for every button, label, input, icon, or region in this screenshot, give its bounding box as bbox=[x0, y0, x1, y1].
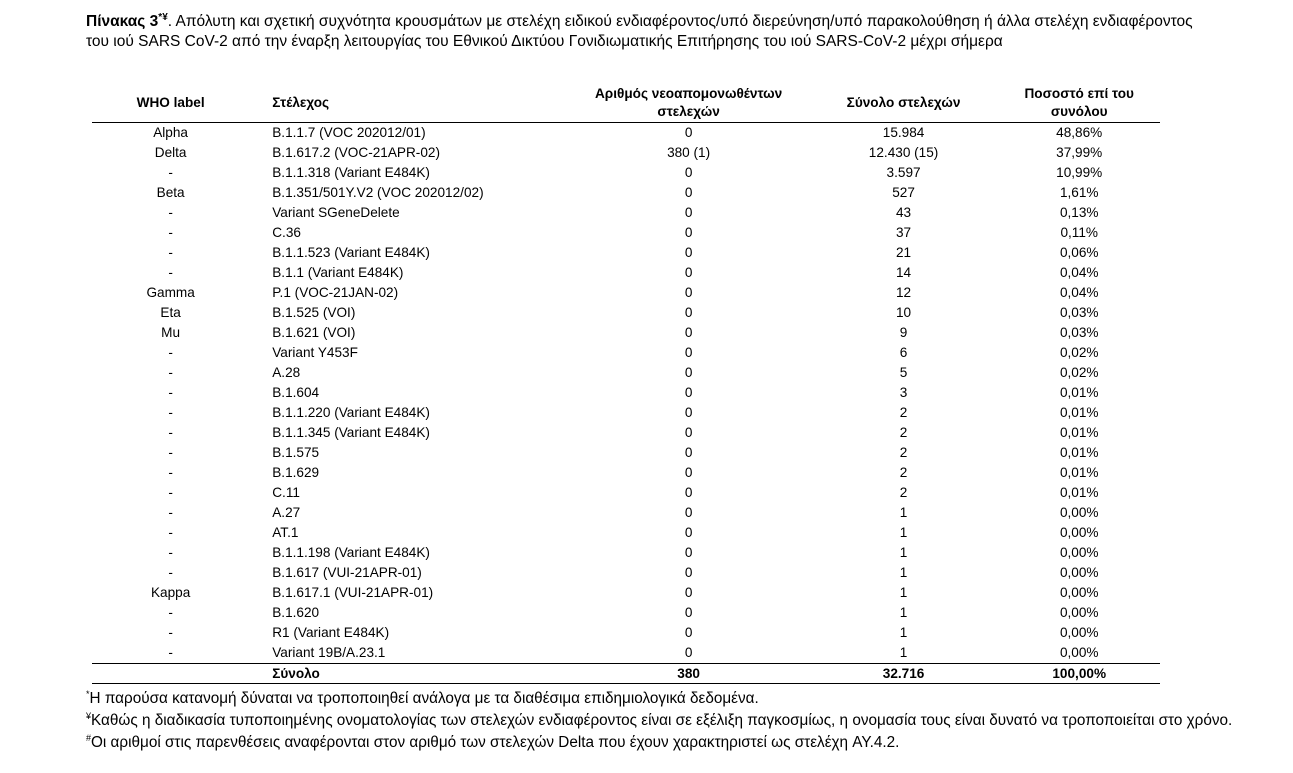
table-row bbox=[92, 203, 1160, 223]
cell-new-isolates: 0 bbox=[684, 465, 693, 480]
cell-who-label: - bbox=[168, 445, 173, 460]
cell-percentage: 0,01% bbox=[1059, 465, 1099, 480]
cell-percentage: 0,11% bbox=[1060, 225, 1098, 240]
cell-percentage: 0,00% bbox=[1059, 545, 1099, 560]
table-row bbox=[92, 543, 1160, 563]
table-row bbox=[92, 143, 1160, 163]
table-row bbox=[92, 243, 1160, 263]
cell-percentage: 0,01% bbox=[1059, 445, 1099, 460]
table-header-row bbox=[92, 84, 1160, 123]
cell-percentage: 0,03% bbox=[1059, 325, 1099, 340]
cell-strain: B.1.575 bbox=[272, 445, 320, 460]
cell-percentage: 0,13% bbox=[1059, 205, 1099, 220]
cell-new-isolates: 0 bbox=[684, 345, 693, 360]
cell-who-label: - bbox=[168, 545, 173, 560]
footnote bbox=[86, 732, 1236, 754]
total-label: Σύνολο bbox=[249, 664, 568, 684]
table-row bbox=[92, 423, 1160, 443]
cell-total-strains: 3 bbox=[899, 385, 908, 400]
cell-who-label: - bbox=[168, 365, 173, 380]
cell-strain: B.1.629 bbox=[272, 465, 320, 480]
cell-total-strains: 1 bbox=[899, 605, 908, 620]
cell-total-strains: 1 bbox=[899, 525, 908, 540]
variants-table bbox=[92, 84, 1160, 684]
cell-percentage: 0,00% bbox=[1059, 645, 1099, 660]
cell-new-isolates: 0 bbox=[684, 585, 693, 600]
cell-new-isolates: 0 bbox=[684, 265, 693, 280]
total-who bbox=[92, 664, 249, 684]
cell-total-strains: 527 bbox=[892, 185, 915, 200]
cell-total-strains: 2 bbox=[899, 425, 908, 440]
cell-who-label: - bbox=[168, 605, 173, 620]
cell-total-strains: 10 bbox=[896, 305, 912, 320]
header-total-strains: Σύνολο στελεχών bbox=[809, 84, 999, 123]
footnote-text: Καθώς η διαδικασία τυποποιημένης ονοματολογίας των στελεχών ενδιαφέροντος είναι σε εξέλιξη παγκοσμίως, η ονομασία τους είναι δυνατό να τροποποιείται στο χρόνο. bbox=[91, 712, 1233, 729]
cell-new-isolates: 0 bbox=[684, 205, 693, 220]
table-row bbox=[92, 383, 1160, 403]
cell-strain: B.1.617 (VUI-21APR-01) bbox=[272, 565, 422, 580]
cell-who-label: - bbox=[168, 645, 173, 660]
cell-new-isolates: 0 bbox=[684, 625, 693, 640]
table-row bbox=[92, 623, 1160, 643]
cell-strain: B.1.1.220 (Variant E484K) bbox=[272, 405, 430, 420]
cell-total-strains: 1 bbox=[899, 645, 908, 660]
cell-percentage: 0,01% bbox=[1059, 485, 1099, 500]
cell-strain: AT.1 bbox=[272, 525, 299, 540]
cell-new-isolates: 0 bbox=[684, 485, 693, 500]
cell-who-label: - bbox=[168, 165, 173, 180]
cell-new-isolates: 0 bbox=[684, 285, 693, 300]
cell-total-strains: 21 bbox=[896, 245, 912, 260]
cell-total-strains: 3.597 bbox=[886, 165, 921, 180]
table-row bbox=[92, 463, 1160, 483]
cell-new-isolates: 0 bbox=[684, 545, 693, 560]
cell-total-strains: 1 bbox=[899, 625, 908, 640]
cell-percentage: 0,04% bbox=[1059, 285, 1099, 300]
cell-who-label: Eta bbox=[160, 305, 181, 320]
table-row bbox=[92, 443, 1160, 463]
table-row bbox=[92, 503, 1160, 523]
table-row bbox=[92, 583, 1160, 603]
cell-total-strains: 5 bbox=[899, 365, 908, 380]
cell-total-strains: 14 bbox=[896, 265, 912, 280]
table-row bbox=[92, 303, 1160, 323]
cell-strain: Variant Y453F bbox=[272, 345, 358, 360]
cell-percentage: 0,00% bbox=[1059, 525, 1099, 540]
cell-new-isolates: 0 bbox=[684, 565, 693, 580]
table-caption bbox=[86, 12, 1196, 52]
cell-percentage: 10,99% bbox=[1056, 165, 1103, 180]
cell-who-label: - bbox=[168, 525, 173, 540]
cell-percentage: 0,00% bbox=[1059, 505, 1099, 520]
cell-total-strains: 2 bbox=[899, 465, 908, 480]
cell-new-isolates: 380 (1) bbox=[667, 145, 711, 160]
cell-strain: B.1.525 (VOI) bbox=[272, 305, 356, 320]
table-row bbox=[92, 643, 1160, 664]
cell-who-label: Kappa bbox=[150, 585, 191, 600]
cell-total-strains: 1 bbox=[899, 505, 908, 520]
total-row bbox=[92, 664, 1160, 684]
cell-who-label: - bbox=[168, 345, 173, 360]
cell-strain: B.1.617.2 (VOC-21APR-02) bbox=[272, 145, 440, 160]
table-row bbox=[92, 323, 1160, 343]
table-row bbox=[92, 283, 1160, 303]
cell-total-strains: 2 bbox=[899, 405, 908, 420]
cell-new-isolates: 0 bbox=[684, 225, 693, 240]
cell-total-strains: 1 bbox=[899, 585, 908, 600]
cell-who-label: - bbox=[168, 485, 173, 500]
cell-strain: A.27 bbox=[272, 505, 301, 520]
cell-who-label: Mu bbox=[161, 325, 181, 340]
total-total: 32.716 bbox=[809, 664, 999, 684]
cell-who-label: - bbox=[168, 625, 173, 640]
cell-percentage: 0,01% bbox=[1059, 425, 1099, 440]
header-strain: Στέλεχος bbox=[249, 84, 568, 123]
cell-new-isolates: 0 bbox=[684, 325, 693, 340]
cell-percentage: 0,02% bbox=[1059, 365, 1099, 380]
cell-total-strains: 37 bbox=[896, 225, 912, 240]
cell-who-label: - bbox=[168, 505, 173, 520]
cell-new-isolates: 0 bbox=[684, 125, 693, 140]
cell-new-isolates: 0 bbox=[684, 405, 693, 420]
cell-who-label: Alpha bbox=[153, 125, 188, 140]
footnote bbox=[86, 688, 1236, 710]
cell-percentage: 0,06% bbox=[1059, 245, 1099, 260]
cell-percentage: 0,04% bbox=[1059, 265, 1099, 280]
total-pct: 100,00% bbox=[998, 664, 1160, 684]
cell-total-strains: 43 bbox=[896, 205, 912, 220]
cell-new-isolates: 0 bbox=[684, 245, 693, 260]
cell-new-isolates: 0 bbox=[684, 165, 693, 180]
cell-new-isolates: 0 bbox=[684, 445, 693, 460]
cell-strain: B.1.1 (Variant E484K) bbox=[272, 265, 404, 280]
table-row bbox=[92, 183, 1160, 203]
footnote-text: Η παρούσα κατανομή δύναται να τροποποιηθεί ανάλογα με τα διαθέσιμα επιδημιολογικά δεδομένα. bbox=[89, 690, 759, 707]
table-row bbox=[92, 563, 1160, 583]
footnote-text: Οι αριθμοί στις παρενθέσεις αναφέρονται στον αριθμό των στελεχών Delta που έχουν χαρακτηριστεί ως στελέχη AY.4.2. bbox=[91, 734, 900, 751]
cell-who-label: - bbox=[168, 245, 173, 260]
cell-who-label: - bbox=[168, 225, 173, 240]
header-percentage: Ποσοστό επί του συνόλου bbox=[998, 84, 1160, 123]
cell-new-isolates: 0 bbox=[684, 425, 693, 440]
cell-new-isolates: 0 bbox=[684, 365, 693, 380]
cell-strain: B.1.1.345 (Variant E484K) bbox=[272, 425, 430, 440]
cell-strain: B.1.1.523 (Variant E484K) bbox=[272, 245, 430, 260]
table-row bbox=[92, 483, 1160, 503]
footnote-mark: ¥ bbox=[86, 710, 92, 721]
cell-total-strains: 12.430 (15) bbox=[868, 145, 939, 160]
cell-total-strains: 12 bbox=[896, 285, 912, 300]
cell-percentage: 0,00% bbox=[1059, 605, 1099, 620]
cell-new-isolates: 0 bbox=[684, 185, 693, 200]
cell-strain: P.1 (VOC-21JAN-02) bbox=[272, 285, 399, 300]
cell-strain: B.1.604 bbox=[272, 385, 320, 400]
cell-percentage: 0,02% bbox=[1059, 345, 1099, 360]
cell-who-label: - bbox=[168, 385, 173, 400]
cell-who-label: - bbox=[168, 405, 173, 420]
footnote-mark: # bbox=[86, 732, 92, 743]
table-row bbox=[92, 403, 1160, 423]
table-row bbox=[92, 343, 1160, 363]
caption-text: . Απόλυτη και σχετική συχνότητα κρουσμάτων με στελέχη ειδικού ενδιαφέροντος/υπό διερεύνηση/υπό παρακολούθηση ή άλλα στελέχη ενδιαφέροντος του ιού SARS CoV-2 από την έναρξη λειτουργίας του Εθνικού Δικτύου Γονιδιωματικής Επιτήρησης του ιού SARS-CoV-2 μέχρι σήμερα bbox=[86, 13, 1193, 50]
cell-percentage: 1,61% bbox=[1059, 185, 1099, 200]
table-row bbox=[92, 603, 1160, 623]
cell-strain: R1 (Variant E484K) bbox=[272, 625, 390, 640]
cell-new-isolates: 0 bbox=[684, 305, 693, 320]
table-row bbox=[92, 363, 1160, 383]
cell-percentage: 0,01% bbox=[1059, 385, 1099, 400]
cell-percentage: 48,86% bbox=[1056, 125, 1103, 140]
cell-strain: B.1.1.318 (Variant E484K) bbox=[272, 165, 430, 180]
cell-new-isolates: 0 bbox=[684, 645, 693, 660]
cell-total-strains: 9 bbox=[899, 325, 908, 340]
cell-percentage: 0,03% bbox=[1059, 305, 1099, 320]
cell-total-strains: 1 bbox=[899, 565, 908, 580]
cell-strain: C.36 bbox=[272, 225, 301, 240]
cell-strain: B.1.617.1 (VUI-21APR-01) bbox=[272, 585, 434, 600]
cell-who-label: Gamma bbox=[146, 285, 195, 300]
header-new-isolates: Αριθμός νεοαπομονωθέντων στελεχών bbox=[569, 84, 809, 123]
cell-percentage: 0,01% bbox=[1059, 405, 1099, 420]
cell-new-isolates: 0 bbox=[684, 385, 693, 400]
footnote bbox=[86, 710, 1236, 732]
cell-strain: A.28 bbox=[272, 365, 301, 380]
cell-percentage: 37,99% bbox=[1056, 145, 1103, 160]
cell-total-strains: 2 bbox=[899, 445, 908, 460]
cell-strain: C.11 bbox=[272, 485, 300, 500]
cell-strain: Variant SGeneDelete bbox=[272, 205, 400, 220]
cell-total-strains: 2 bbox=[899, 485, 908, 500]
table-body bbox=[92, 123, 1160, 664]
cell-percentage: 0,00% bbox=[1059, 625, 1099, 640]
cell-percentage: 0,00% bbox=[1059, 585, 1099, 600]
cell-strain: B.1.351/501Y.V2 (VOC 202012/02) bbox=[272, 185, 484, 200]
cell-who-label: - bbox=[168, 205, 173, 220]
total-new: 380 bbox=[569, 664, 809, 684]
cell-strain: B.1.621 (VOI) bbox=[272, 325, 356, 340]
cell-total-strains: 1 bbox=[899, 545, 908, 560]
cell-who-label: Delta bbox=[154, 145, 187, 160]
cell-strain: Variant 19B/A.23.1 bbox=[272, 645, 386, 660]
header-who-label: WHO label bbox=[92, 84, 249, 123]
footnote-mark: * bbox=[86, 688, 90, 699]
cell-strain: B.1.1.198 (Variant E484K) bbox=[272, 545, 430, 560]
cell-who-label: - bbox=[168, 425, 173, 440]
cell-total-strains: 15.984 bbox=[882, 125, 925, 140]
table-row bbox=[92, 163, 1160, 183]
caption-marks: *¥ bbox=[158, 11, 168, 23]
cell-new-isolates: 0 bbox=[684, 525, 693, 540]
cell-who-label: - bbox=[168, 265, 173, 280]
table-row bbox=[92, 263, 1160, 283]
cell-total-strains: 6 bbox=[899, 345, 908, 360]
cell-strain: B.1.620 bbox=[272, 605, 320, 620]
caption-lead: Πίνακας 3 bbox=[86, 13, 159, 30]
footnotes bbox=[86, 688, 1236, 754]
table-row bbox=[92, 523, 1160, 543]
cell-strain: B.1.1.7 (VOC 202012/01) bbox=[272, 125, 426, 140]
cell-new-isolates: 0 bbox=[684, 505, 693, 520]
cell-who-label: - bbox=[168, 565, 173, 580]
table-row bbox=[92, 223, 1160, 243]
cell-who-label: Beta bbox=[156, 185, 185, 200]
cell-who-label: - bbox=[168, 465, 173, 480]
cell-percentage: 0,00% bbox=[1059, 565, 1099, 580]
table-row bbox=[92, 123, 1160, 144]
cell-new-isolates: 0 bbox=[684, 605, 693, 620]
